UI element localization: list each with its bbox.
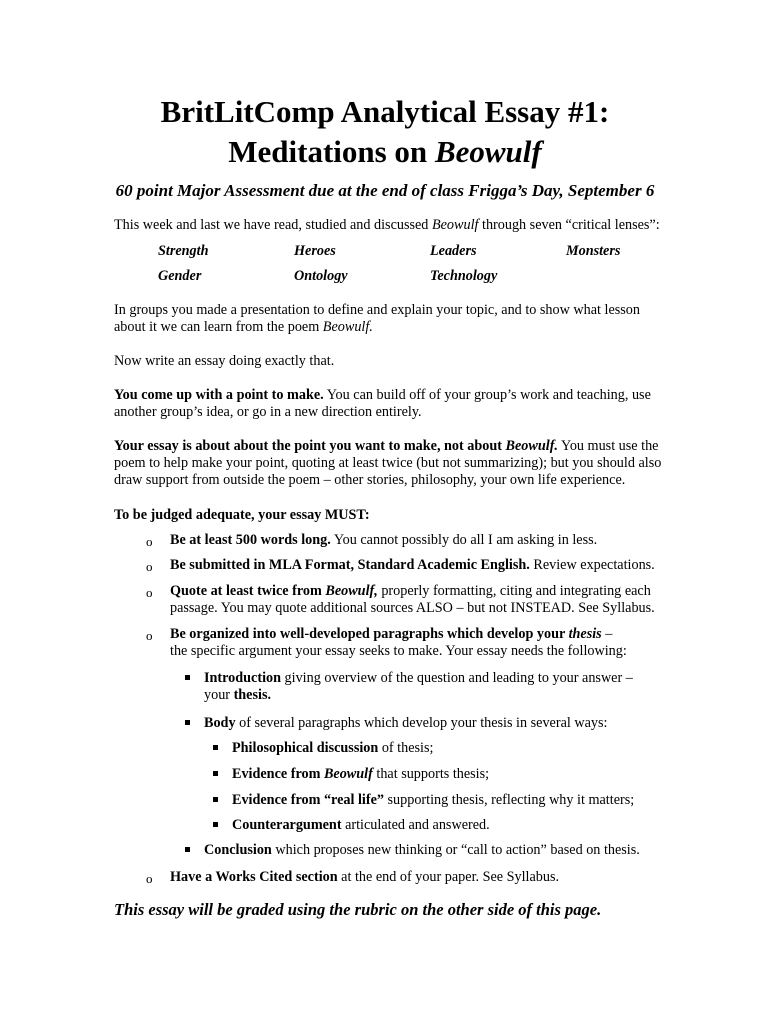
- page-title-line-2: Meditations on Beowulf: [228, 134, 542, 169]
- lens-monsters: Monsters: [566, 243, 621, 259]
- requirement-quote: Quote at least twice from Beowulf, properly formatting, citing and integrating each passage. You may quote additional sources ALSO – but not INSTEAD. See Syllabus.: [170, 583, 655, 616]
- list-marker: o: [146, 559, 153, 574]
- requirement-word-count: Be at least 500 words long. You cannot possibly do all I am asking in less.: [170, 532, 598, 548]
- requirement-works-cited: Have a Works Cited section at the end of your paper. See Syllabus.: [170, 869, 560, 885]
- body-item-counterargument: Counterargument articulated and answered.: [232, 817, 490, 833]
- square-bullet-icon: [213, 822, 218, 827]
- list-marker: o: [146, 628, 153, 643]
- requirement-mla-format: Be submitted in MLA Format, Standard Academic English. Review expectations.: [170, 557, 655, 573]
- now-paragraph: Now write an essay doing exactly that.: [114, 353, 335, 369]
- square-bullet-icon: [213, 745, 218, 750]
- part-introduction: Introduction giving overview of the question and leading to your answer – your thesis.: [204, 670, 633, 703]
- list-marker: o: [146, 585, 153, 600]
- list-marker: o: [146, 534, 153, 549]
- part-body: Body of several paragraphs which develop your thesis in several ways:: [204, 715, 608, 731]
- work-title: Beowulf: [434, 134, 542, 169]
- lens-leaders: Leaders: [430, 243, 477, 259]
- assessment-subtitle: 60 point Major Assessment due at the end of class Frigga’s Day, September 6: [115, 181, 655, 200]
- list-marker: o: [146, 871, 153, 886]
- page-title: [0, 92, 770, 132]
- body-item-evidence-beowulf: Evidence from Beowulf that supports thesis;: [232, 766, 490, 782]
- groups-paragraph: In groups you made a presentation to define and explain your topic, and to show what lesson about it we can learn from the poem Beowulf.: [114, 302, 640, 335]
- body-item-philosophical: Philosophical discussion of thesis;: [232, 740, 434, 756]
- square-bullet-icon: [185, 847, 190, 852]
- square-bullet-icon: [213, 771, 218, 776]
- requirement-paragraphs: Be organized into well-developed paragraphs which develop your thesis – the specific argument your essay seeks to make. Your essay needs the following:: [170, 626, 627, 659]
- rubric-note: This essay will be graded using the rubric on the other side of this page.: [114, 900, 602, 919]
- must-heading: To be judged adequate, your essay MUST:: [114, 507, 370, 523]
- title-line-1: BritLitComp Analytical Essay #1:: [160, 94, 610, 129]
- square-bullet-icon: [185, 675, 190, 680]
- square-bullet-icon: [213, 797, 218, 802]
- lens-strength: Strength: [158, 243, 209, 259]
- point-paragraph: You come up with a point to make. You can build off of your group’s work and teaching, use another group’s idea, or go in a new direction entirely.: [114, 387, 651, 420]
- body-item-evidence-life: Evidence from “real life” supporting thesis, reflecting why it matters;: [232, 792, 635, 808]
- intro-paragraph: This week and last we have read, studied and discussed Beowulf through seven “critical lenses”:: [114, 217, 660, 233]
- part-conclusion: Conclusion which proposes new thinking or “call to action” based on thesis.: [204, 842, 640, 858]
- lens-gender: Gender: [158, 268, 202, 284]
- about-paragraph: Your essay is about about the point you want to make, not about Beowulf. You must use the poem to help make your point, quoting at least twice (but not summarizing); but you should also draw support from outside the poem – other stories, philosophy, your own life experience.: [114, 438, 662, 488]
- lens-technology: Technology: [430, 268, 498, 284]
- lens-ontology: Ontology: [294, 268, 348, 284]
- lens-heroes: Heroes: [294, 243, 336, 259]
- square-bullet-icon: [185, 720, 190, 725]
